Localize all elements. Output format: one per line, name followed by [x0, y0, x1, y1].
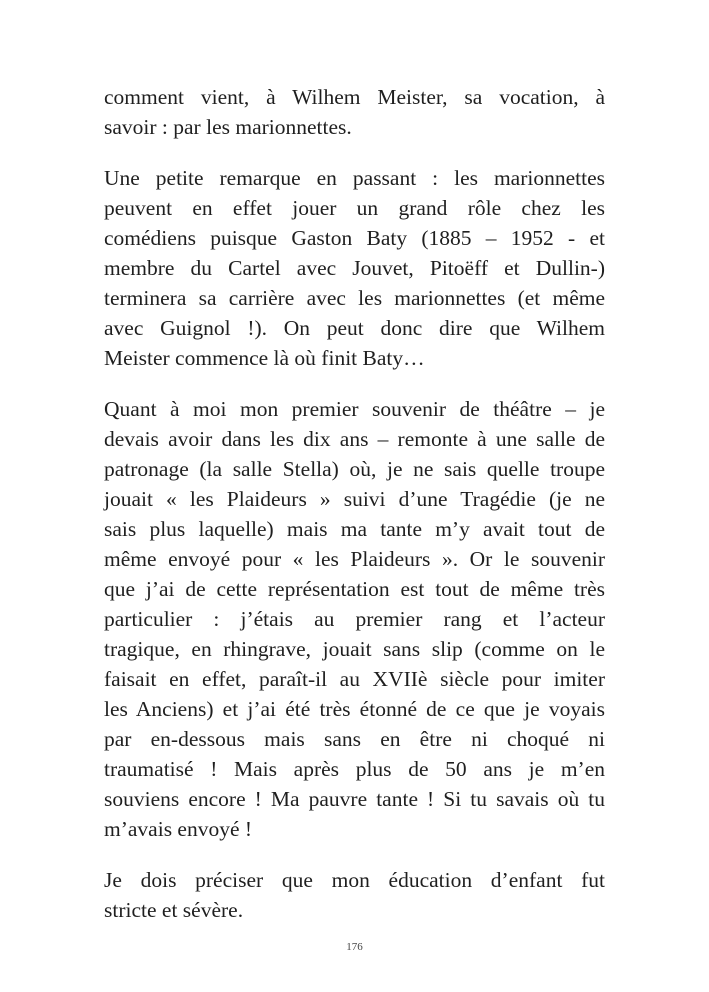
- text-line: même envoyé pour « les Plaideurs ». Or le souvenir: [104, 547, 605, 571]
- text-line: tragique, en rhingrave, jouait sans slip (comme on le: [104, 637, 605, 661]
- text-line: particulier : j’étais au premier rang et l’acteur: [104, 607, 605, 631]
- text-line: par en-dessous mais sans en être ni choqué ni: [104, 727, 605, 751]
- text-line: m’avais envoyé !: [104, 817, 253, 841]
- text-line: Meister commence là où finit Baty…: [104, 346, 425, 370]
- text-line: patronage (la salle Stella) où, je ne sais quelle troupe: [104, 457, 605, 481]
- text-line: faisait en effet, paraît-il au XVIIè siècle pour imiter: [104, 667, 605, 691]
- text-line: jouait « les Plaideurs » suivi d’une Tragédie (je ne: [104, 487, 605, 511]
- paragraph-1: [104, 82, 605, 142]
- text-line: terminera sa carrière avec les marionnettes (et même: [104, 286, 605, 310]
- text-line: que j’ai de cette représentation est tout de même très: [104, 577, 605, 601]
- text-line: Je dois préciser que mon éducation d’enfant fut: [104, 868, 605, 892]
- text-line: Quant à moi mon premier souvenir de théâtre – je: [104, 397, 605, 421]
- text-line: sais plus laquelle) mais ma tante m’y avait tout de: [104, 517, 605, 541]
- text-line: devais avoir dans les dix ans – remonte à une salle de: [104, 427, 605, 451]
- text-line: Une petite remarque en passant : les marionnettes: [104, 166, 605, 190]
- paragraph-2: [104, 163, 605, 373]
- text-line: savoir : par les marionnettes.: [104, 115, 352, 139]
- text-line: traumatisé ! Mais après plus de 50 ans je m’en: [104, 757, 605, 781]
- paragraph-4: [104, 865, 605, 925]
- paragraph-3: [104, 394, 605, 844]
- text-line: peuvent en effet jouer un grand rôle chez les: [104, 196, 605, 220]
- text-line: souviens encore ! Ma pauvre tante ! Si tu savais où tu: [104, 787, 605, 811]
- body-text: [104, 82, 605, 946]
- text-line: comment vient, à Wilhem Meister, sa vocation, à: [104, 85, 605, 109]
- text-line: membre du Cartel avec Jouvet, Pitoëff et Dullin-): [104, 256, 605, 280]
- page-number: 176: [346, 941, 363, 953]
- text-line: comédiens puisque Gaston Baty (1885 – 1952 - et: [104, 226, 605, 250]
- text-line: les Anciens) et j’ai été très étonné de ce que je voyais: [104, 697, 605, 721]
- text-line: stricte et sévère.: [104, 898, 244, 922]
- text-line: avec Guignol !). On peut donc dire que Wilhem: [104, 316, 605, 340]
